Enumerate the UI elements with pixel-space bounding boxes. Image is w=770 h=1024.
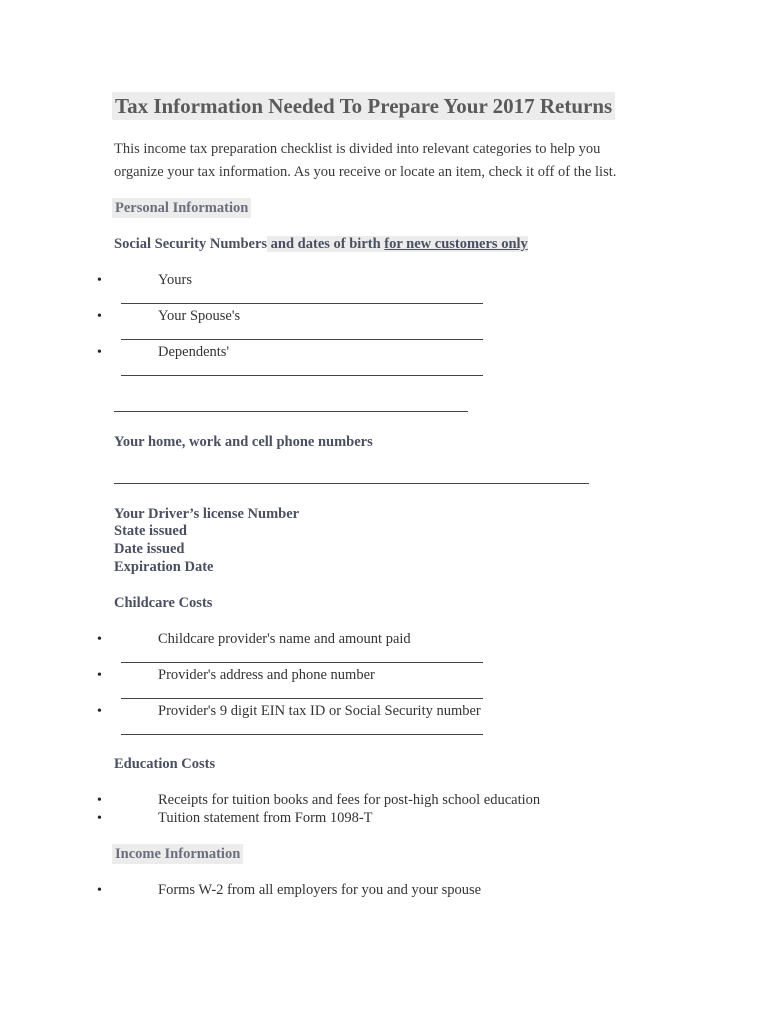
fill-in-line[interactable] bbox=[121, 375, 483, 376]
ssn-heading bbox=[114, 236, 528, 253]
fill-in-line[interactable] bbox=[121, 339, 483, 340]
education-item-receipts: Receipts for tuition books and fees for post-high school education bbox=[158, 792, 541, 808]
intro-line-2: organize your tax information. As you receive or locate an item, check it off of the list. bbox=[114, 164, 617, 180]
fill-in-line[interactable] bbox=[121, 662, 483, 663]
ssn-heading-part1: Social Security Numbers bbox=[114, 236, 268, 252]
section-personal-information: Personal Information bbox=[112, 198, 251, 218]
expiration-date-label: Expiration Date bbox=[114, 559, 214, 575]
bullet: • bbox=[97, 273, 102, 288]
fill-in-line[interactable] bbox=[121, 303, 483, 304]
childcare-item-provider-name: Childcare provider's name and amount paid bbox=[158, 631, 411, 647]
personal-item-dependents: Dependents' bbox=[158, 344, 230, 360]
income-item-w2: Forms W-2 from all employers for you and your spouse bbox=[158, 882, 482, 898]
personal-item-spouse: Your Spouse's bbox=[158, 308, 241, 324]
intro-line-1: This income tax preparation checklist is divided into relevant categories to help you bbox=[114, 141, 601, 157]
bullet: • bbox=[97, 704, 102, 719]
childcare-item-provider-address: Provider's address and phone number bbox=[158, 667, 375, 683]
fill-in-line[interactable] bbox=[121, 734, 483, 735]
ssn-heading-part2: and dates of birth bbox=[267, 236, 385, 252]
ssn-heading-part3: for new customers only bbox=[384, 236, 528, 252]
license-number-label: Your Driver’s license Number bbox=[114, 506, 300, 522]
fill-in-line[interactable] bbox=[121, 698, 483, 699]
section-education-costs: Education Costs bbox=[114, 756, 216, 772]
fill-in-line[interactable] bbox=[114, 411, 468, 412]
fill-in-line[interactable] bbox=[114, 483, 589, 484]
bullet: • bbox=[97, 345, 102, 360]
bullet: • bbox=[97, 883, 102, 898]
section-income-information: Income Information bbox=[112, 844, 243, 864]
bullet: • bbox=[97, 668, 102, 683]
state-issued-label: State issued bbox=[114, 523, 187, 539]
section-childcare-costs: Childcare Costs bbox=[114, 595, 213, 611]
education-item-1098t: Tuition statement from Form 1098-T bbox=[158, 810, 373, 826]
phone-heading: Your home, work and cell phone numbers bbox=[114, 434, 373, 450]
date-issued-label: Date issued bbox=[114, 541, 185, 557]
bullet: • bbox=[97, 632, 102, 647]
bullet: • bbox=[97, 811, 102, 826]
page-title: Tax Information Needed To Prepare Your 2017 Returns bbox=[112, 92, 615, 120]
bullet: • bbox=[97, 309, 102, 324]
bullet: • bbox=[97, 793, 102, 808]
personal-item-yours: Yours bbox=[158, 272, 192, 288]
childcare-item-provider-ein: Provider's 9 digit EIN tax ID or Social Security number bbox=[158, 703, 481, 719]
